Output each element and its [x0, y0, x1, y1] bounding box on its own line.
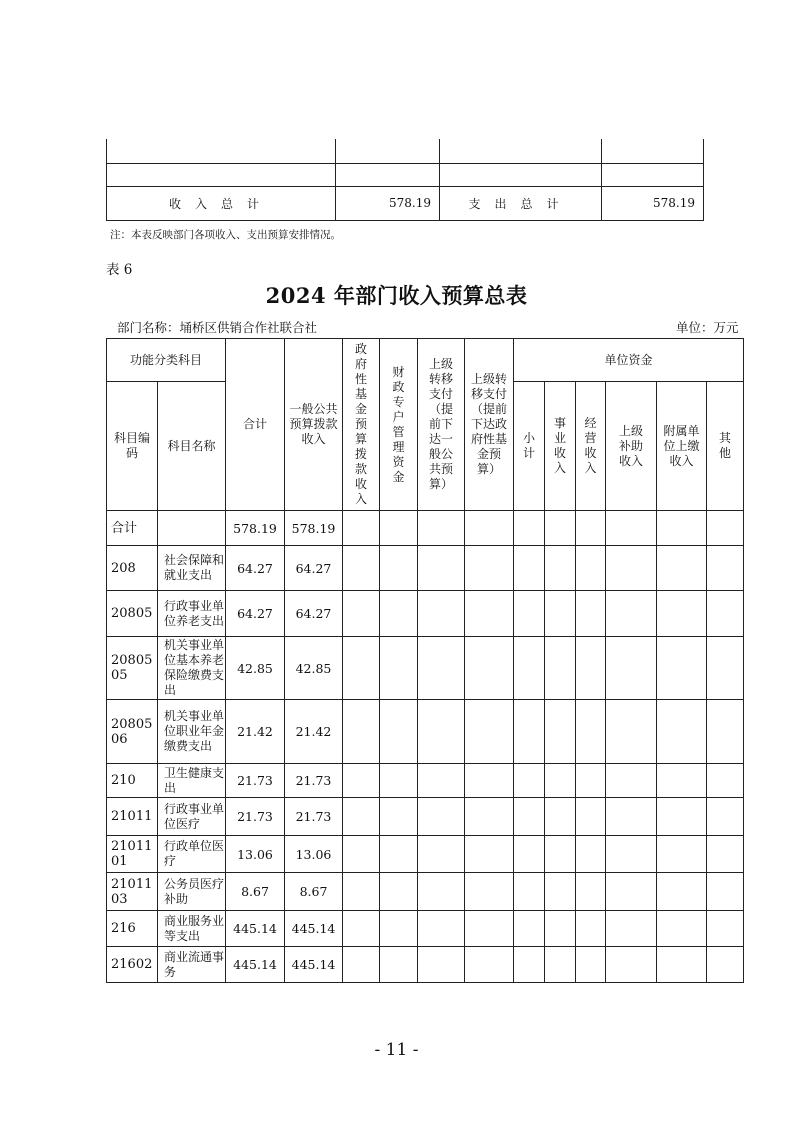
department-name: 部门名称：埇桥区供销合作社联合社: [117, 320, 318, 335]
header-upper-general: 上级转移支付（提前下达一般公共预算）: [418, 339, 465, 511]
header-gov-fund: 政府性基金预算拨款收入: [343, 339, 380, 511]
header-business-income: 事业收入: [545, 382, 576, 511]
table-row: 2080506 机关事业单位职业年金缴费支出 21.42 21.42: [107, 700, 744, 764]
expense-total-value: 578.19: [602, 186, 704, 220]
table-number: 表 6: [106, 262, 133, 278]
table-row: 210 卫生健康支出 21.73 21.73: [107, 764, 744, 798]
header-special-fund: 财政专户管理资金: [380, 339, 418, 511]
header-other: 其他: [707, 382, 744, 511]
header-unit-fund: 单位资金: [514, 339, 744, 382]
header-subtotal: 小计: [514, 382, 545, 511]
header-operating-income: 经营收入: [576, 382, 606, 511]
table-note: 注：本表反映部门各项收入、支出预算安排情况。: [110, 229, 341, 241]
income-total-value: 578.19: [336, 186, 440, 220]
unit-label: 单位：万元: [676, 320, 739, 335]
income-budget-table: [106, 338, 744, 983]
table-row: 21011 行政事业单位医疗 21.73 21.73: [107, 798, 744, 836]
table-row: 21602 商业流通事务 445.14 445.14: [107, 947, 744, 983]
header-func-category: 功能分类科目: [107, 339, 226, 382]
expense-total-label: 支出总计: [440, 186, 602, 220]
table-row: 2080505 机关事业单位基本养老保险缴费支出 42.85 42.85: [107, 637, 744, 700]
page-title: 2024 年部门收入预算总表: [265, 283, 528, 308]
header-name: 科目名称: [158, 382, 226, 511]
table-row: 2101101 行政单位医疗 13.06 13.06: [107, 836, 744, 873]
table-row: 20805 行政事业单位养老支出 64.27 64.27: [107, 591, 744, 637]
summary-table: [106, 139, 704, 221]
header-upper-fund: 上级转移支付（提前下达政府性基金预算）: [465, 339, 514, 511]
page-number: - 11 -: [374, 1040, 419, 1060]
table-row: 合计 578.19 578.19: [107, 511, 744, 546]
table-row: 208 社会保障和就业支出 64.27 64.27: [107, 546, 744, 591]
header-code: 科目编码: [107, 382, 158, 511]
table-row: 2101103 公务员医疗补助 8.67 8.67: [107, 873, 744, 911]
header-upper-subsidy: 上级补助收入: [606, 382, 657, 511]
header-total: 合计: [226, 339, 285, 511]
header-affiliated-income: 附属单位上缴收入: [657, 382, 707, 511]
header-general-budget: 一般公共预算拨款收入: [285, 339, 343, 511]
table-row: 216 商业服务业等支出 445.14 445.14: [107, 911, 744, 947]
income-total-label: 收入总计: [107, 186, 336, 220]
